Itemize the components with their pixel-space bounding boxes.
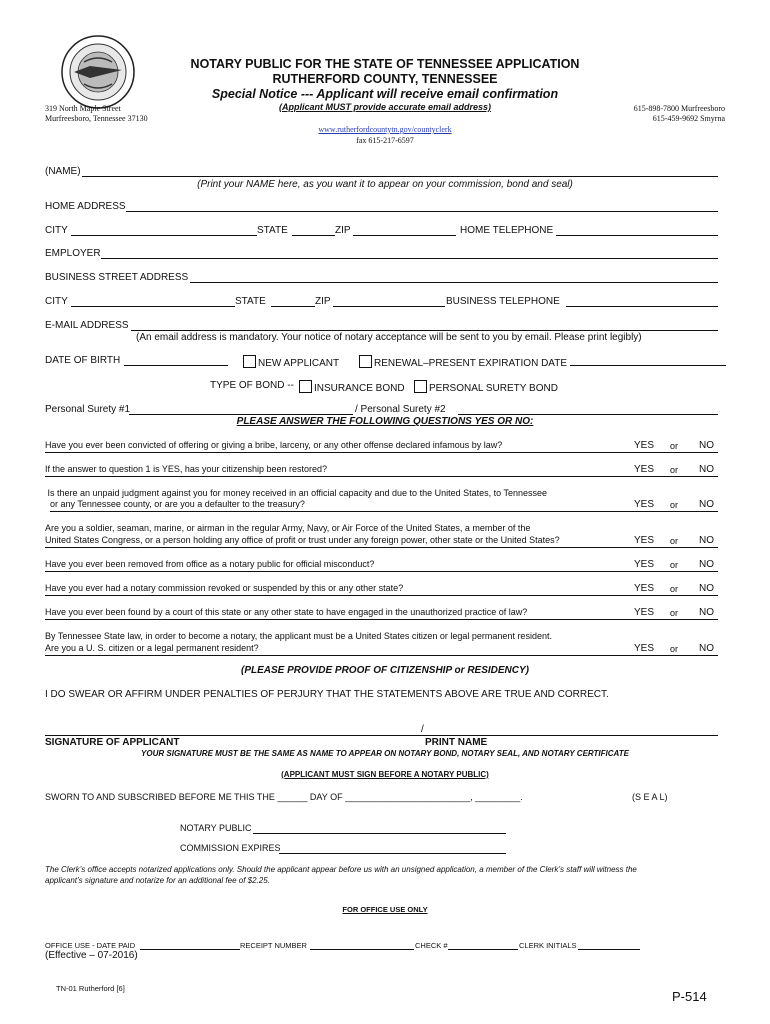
employer-label: EMPLOYER [45, 248, 101, 259]
insurance-bond-label: INSURANCE BOND [314, 383, 405, 394]
proof-notice: (PLEASE PROVIDE PROOF OF CITIZENSHIP or RESIDENCY) [241, 665, 529, 676]
sign-before-notary: (APPLICANT MUST SIGN BEFORE A NOTARY PUBLIC) [281, 770, 489, 779]
question-5-no[interactable]: NO [699, 559, 714, 570]
business-address-field[interactable] [190, 282, 718, 283]
swear-statement: I DO SWEAR OR AFFIRM UNDER PENALTIES OF PERJURY THAT THE STATEMENTS ABOVE ARE TRUE AND CORRECT. [45, 689, 609, 700]
question-8-yes[interactable]: YES [634, 643, 655, 654]
surety-1-field[interactable] [129, 414, 353, 415]
home-telephone-field[interactable] [556, 235, 718, 236]
city-field[interactable] [71, 235, 257, 236]
question-3-line-1: Is there an unpaid judgment against you for money received in an official capacity and due to the United States, to Tennessee [45, 488, 547, 498]
question-3-or: or [670, 500, 679, 510]
notary-public-label: NOTARY PUBLIC [180, 823, 252, 833]
form-code: TN-01 Rutherford [6] [56, 984, 125, 993]
personal-surety-bond-checkbox[interactable] [414, 380, 427, 393]
receipt-number-field[interactable] [310, 949, 414, 950]
question-5-or: or [670, 560, 679, 570]
signature-slash: / [421, 724, 424, 735]
phone-smyrna: 615-459-9692 Smyrna [652, 114, 725, 123]
state-field[interactable] [292, 235, 335, 236]
expiration-date-field[interactable] [570, 365, 726, 366]
email-notice: (Applicant MUST provide accurate email address) [278, 102, 492, 112]
question-4-or: or [670, 536, 679, 546]
business-telephone-field[interactable] [566, 306, 718, 307]
signature-line[interactable] [45, 735, 718, 736]
new-applicant-option[interactable] [243, 355, 339, 369]
phone-murfreesboro: 615-898-7800 Murfreesboro [633, 104, 725, 113]
question-1-or: or [670, 441, 679, 451]
question-8-line [45, 655, 718, 656]
question-1-no[interactable]: NO [699, 440, 714, 451]
dob-label: DATE OF BIRTH [45, 355, 121, 366]
email-field[interactable] [131, 330, 718, 331]
notary-public-field[interactable] [253, 833, 506, 834]
employer-field[interactable] [101, 258, 718, 259]
question-5: Have you ever been removed from office as a notary public for official misconduct? [45, 559, 375, 569]
home-address-label: HOME ADDRESS [45, 201, 126, 212]
question-3-line [50, 511, 718, 512]
business-zip-field[interactable] [333, 306, 445, 307]
sworn-statement: SWORN TO AND SUBSCRIBED BEFORE ME THIS THE ______ DAY OF _________________________, _________. [45, 792, 523, 802]
clerk-initials-field[interactable] [578, 949, 640, 950]
business-address-label: BUSINESS STREET ADDRESS [45, 272, 189, 283]
question-6-yes[interactable]: YES [634, 583, 655, 594]
question-8-line-2: Are you a U. S. citizen or a legal permanent resident? [45, 643, 259, 653]
business-city-field[interactable] [71, 306, 235, 307]
question-8-no[interactable]: NO [699, 643, 714, 654]
special-notice: Special Notice --- Applicant will receive email confirmation [211, 87, 559, 101]
business-state-label: STATE [235, 296, 266, 307]
question-2-no[interactable]: NO [699, 464, 714, 475]
renewal-checkbox[interactable] [359, 355, 372, 368]
signature-label: SIGNATURE OF APPLICANT [45, 737, 180, 748]
form-title: NOTARY PUBLIC FOR THE STATE OF TENNESSEE APPLICATION [190, 57, 580, 71]
questions-heading: PLEASE ANSWER THE FOLLOWING QUESTIONS YES OR NO: [236, 416, 534, 427]
question-6: Have you ever had a notary commission revoked or suspended by this or any other state? [45, 583, 404, 593]
surety-2-field[interactable] [458, 414, 718, 415]
question-2: If the answer to question 1 is YES, has your citizenship been restored? [45, 464, 327, 474]
question-3-yes[interactable]: YES [634, 499, 655, 510]
question-3-line-2: or any Tennessee county, or are you a defaulter to the treasury? [50, 499, 305, 509]
page-code: P-514 [672, 989, 707, 1004]
commission-expires-field[interactable] [279, 853, 506, 854]
fax-number: fax 615-217-6597 [356, 136, 414, 145]
email-label: E-MAIL ADDRESS [45, 320, 129, 331]
address-line-1: 319 North Maple Street [45, 104, 121, 113]
zip-field[interactable] [353, 235, 456, 236]
question-4-line-1: Are you a soldier, seaman, marine, or airman in the regular Army, Navy, or Air Force of the United States, a member of the [45, 523, 531, 533]
question-6-line [45, 595, 718, 596]
state-label: STATE [257, 225, 288, 236]
renewal-label: RENEWAL–PRESENT EXPIRATION DATE [374, 358, 568, 369]
commission-expires-label: COMMISSION EXPIRES [180, 843, 281, 853]
surety-1-label: Personal Surety #1 [45, 404, 131, 415]
question-7-or: or [670, 608, 679, 618]
question-6-or: or [670, 584, 679, 594]
new-applicant-checkbox[interactable] [243, 355, 256, 368]
business-zip-label: ZIP [315, 296, 331, 307]
clerk-initials-label: CLERK INITIALS [519, 941, 577, 950]
clerk-note-line-1: The Clerk’s office accepts notarized applications only. Should the applicant appear before us with an unsigned application, a member of the Clerk’s staff will witness the [45, 865, 637, 874]
check-number-label: CHECK # [415, 941, 448, 950]
question-1-line [45, 452, 718, 453]
question-2-yes[interactable]: YES [634, 464, 655, 475]
personal-surety-bond-option[interactable] [414, 380, 558, 394]
home-address-field[interactable] [126, 211, 718, 212]
name-hint: (Print your NAME here, as you want it to appear on your commission, bond and seal) [197, 179, 573, 190]
clerk-note-line-2: applicant’s signature and notarize for an additional fee of $2.25. [45, 876, 270, 885]
print-name-label: PRINT NAME [425, 737, 488, 748]
effective-date: (Effective – 07-2016) [45, 950, 138, 961]
type-of-bond-label: TYPE OF BOND -- [210, 380, 294, 391]
receipt-number-label: RECEIPT NUMBER [240, 941, 307, 950]
office-use-heading: FOR OFFICE USE ONLY [342, 905, 428, 914]
renewal-option[interactable] [359, 355, 567, 369]
city-label: CITY [45, 225, 68, 236]
date-paid-label: OFFICE USE - DATE PAID [45, 941, 136, 950]
address-line-2: Murfreesboro, Tennessee 37130 [45, 114, 148, 123]
question-8-line-1: By Tennessee State law, in order to become a notary, the applicant must be a United States citizen or legal permanent resident. [45, 631, 552, 641]
question-8-or: or [670, 644, 679, 654]
dob-field[interactable] [124, 365, 228, 366]
question-7: Have you ever been found by a court of this state or any other state to have engaged in the unauthorized practice of law? [45, 607, 528, 617]
question-6-no[interactable]: NO [699, 583, 714, 594]
insurance-bond-option[interactable] [299, 380, 405, 394]
personal-surety-bond-label: PERSONAL SURETY BOND [429, 383, 558, 394]
question-7-yes[interactable]: YES [634, 607, 655, 618]
question-4-line [45, 547, 718, 548]
email-hint: (An email address is mandatory. Your notice of notary acceptance will be sent to you by email. Please print legibly) [136, 332, 642, 343]
question-4-yes[interactable]: YES [634, 535, 655, 546]
county-title: RUTHERFORD COUNTY, TENNESSEE [272, 72, 498, 86]
business-telephone-label: BUSINESS TELEPHONE [446, 296, 560, 307]
new-applicant-label: NEW APPLICANT [258, 358, 340, 369]
question-1: Have you ever been convicted of offering or giving a bribe, larceny, or any other offense declared infamous by law? [45, 440, 503, 450]
question-2-line [45, 476, 718, 477]
home-telephone-label: HOME TELEPHONE [460, 225, 554, 236]
question-4-no[interactable]: NO [699, 535, 714, 546]
question-4-line-2: United States Congress, or a person holding any office of profit or trust under any foreign power, other state or the United States? [45, 535, 560, 545]
question-2-or: or [670, 465, 679, 475]
surety-2-label: / Personal Surety #2 [355, 404, 446, 415]
website-link[interactable]: www.rutherfordcountytn.gov/countyclerk [318, 125, 452, 134]
date-paid-field[interactable] [140, 949, 240, 950]
question-5-yes[interactable]: YES [634, 559, 655, 570]
zip-label: ZIP [335, 225, 351, 236]
question-7-no[interactable]: NO [699, 607, 714, 618]
business-state-field[interactable] [271, 306, 315, 307]
check-number-field[interactable] [448, 949, 518, 950]
insurance-bond-checkbox[interactable] [299, 380, 312, 393]
signature-notice: YOUR SIGNATURE MUST BE THE SAME AS NAME TO APPEAR ON NOTARY BOND, NOTARY SEAL, AND NOTARY CERTIFICATE [141, 749, 629, 758]
question-3-no[interactable]: NO [699, 499, 714, 510]
question-1-yes[interactable]: YES [634, 440, 655, 451]
question-5-line [45, 571, 718, 572]
seal-label: (S E A L) [632, 792, 668, 802]
business-city-label: CITY [45, 296, 68, 307]
name-field[interactable] [82, 176, 718, 177]
name-label: (NAME) [45, 166, 81, 177]
question-7-line [45, 619, 718, 620]
